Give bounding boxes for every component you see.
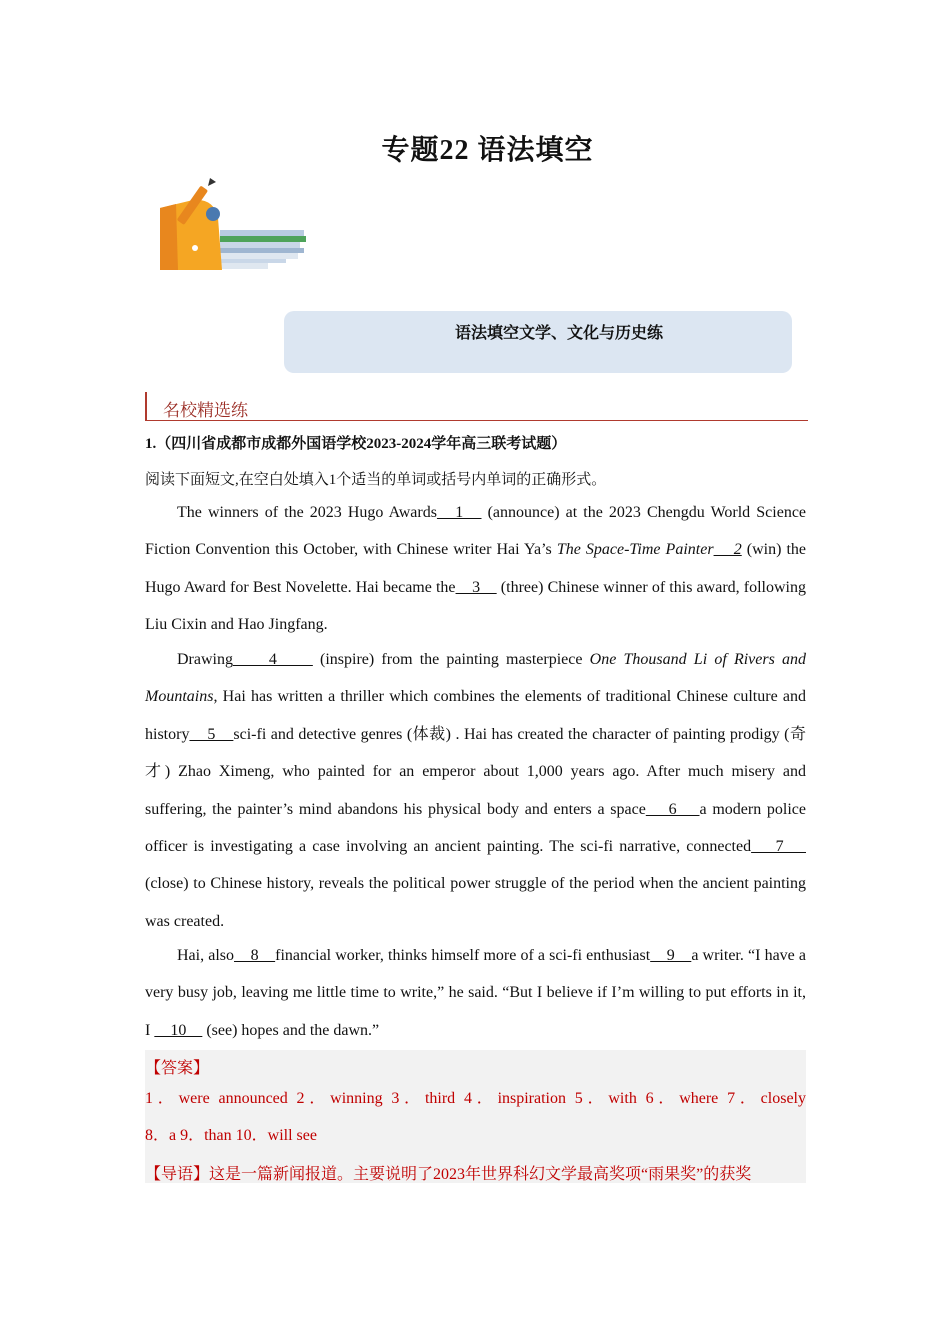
blank-7[interactable]: 7 — [751, 838, 806, 856]
section-label: 名校精选练 — [163, 401, 248, 420]
question-source-text: （四川省成都市成都外国语学校2023-2024学年高三联考试题） — [156, 436, 567, 452]
topic-banner-text: 语法填空文学、文化与历史练 — [454, 325, 663, 342]
passage-paragraph-1: The winners of the 2023 Hugo Awards 1 (announce) at the 2023 Chengdu World Science Fiction Convention this October, with Chinese writer Hai Ya’s The Space-Time Painter 2 (win) the Hugo Award for Best Novelette. Hai became the 3 (three) Chinese winner of this award, following Liu Cixin and Hao Jingfang. — [145, 504, 807, 634]
blank-6[interactable]: 6 — [645, 800, 700, 818]
blank-1[interactable]: 1 — [436, 504, 482, 521]
question-source — [145, 432, 566, 453]
question-number: 1. — [145, 436, 157, 452]
blank-10[interactable]: 10 — [154, 1021, 203, 1039]
question-instruction: 阅读下面短文,在空白处填入1个适当的单词或括号内单词的正确形式。 — [145, 472, 607, 488]
blank-8[interactable]: 8 — [234, 947, 276, 964]
painting-title: One Thousand Li of Rivers and Mountains — [145, 651, 807, 706]
blank-5[interactable]: 5 — [189, 725, 234, 743]
passage-paragraph-2: Drawing 4 (inspire) from the painting masterpiece One Thousand Li of Rivers and Mountains, Hai has written a thriller which combines the elements of traditional Chinese culture and history 5 sci-fi and detective genres (体裁) . Hai has created the character of painting prodigy (奇才) Zhao Ximeng, who painted for an emperor about 1,000 years ago. After much misery and suffering, the painter’s mind abandons his physical body and enters a space 6 a modern police officer is investigating a case involving an ancient painting. The sci-fi narrative, connected 7 (close) to Chinese history, reveals the political power struggle of the period when the ancient painting was created. — [145, 651, 807, 930]
book-title: The Space-Time Painter — [556, 541, 714, 559]
pencil-books-illustration — [158, 178, 308, 273]
answer-line-1: 1．were announced 2．winning 3．third 4．inspiration 5．with 6．where 7．closely — [145, 1090, 806, 1107]
page-title: 专题22 语法填空 — [381, 135, 594, 166]
answer-label: 【答案】 — [145, 1060, 210, 1077]
blank-2[interactable]: 2 — [713, 541, 742, 559]
answer-line-2: 8．a 9．than 10．will see — [145, 1127, 317, 1144]
passage-paragraph-3: Hai, also 8 financial worker, thinks himself more of a sci-fi enthusiast 9 a writer. “I have a very busy job, leaving me little time to write,” he said. “But I believe if I’m willing to put efforts in it, I 10 (see) hopes and the dawn.” — [145, 947, 807, 1039]
blank-4[interactable]: 4 — [232, 651, 313, 668]
blank-3[interactable]: 3 — [455, 578, 497, 596]
blank-9[interactable]: 9 — [650, 947, 692, 964]
guide-text: 【导语】这是一篇新闻报道。主要说明了2023年世界科幻文学最高奖项“雨果奖”的获奖 — [145, 1166, 752, 1183]
